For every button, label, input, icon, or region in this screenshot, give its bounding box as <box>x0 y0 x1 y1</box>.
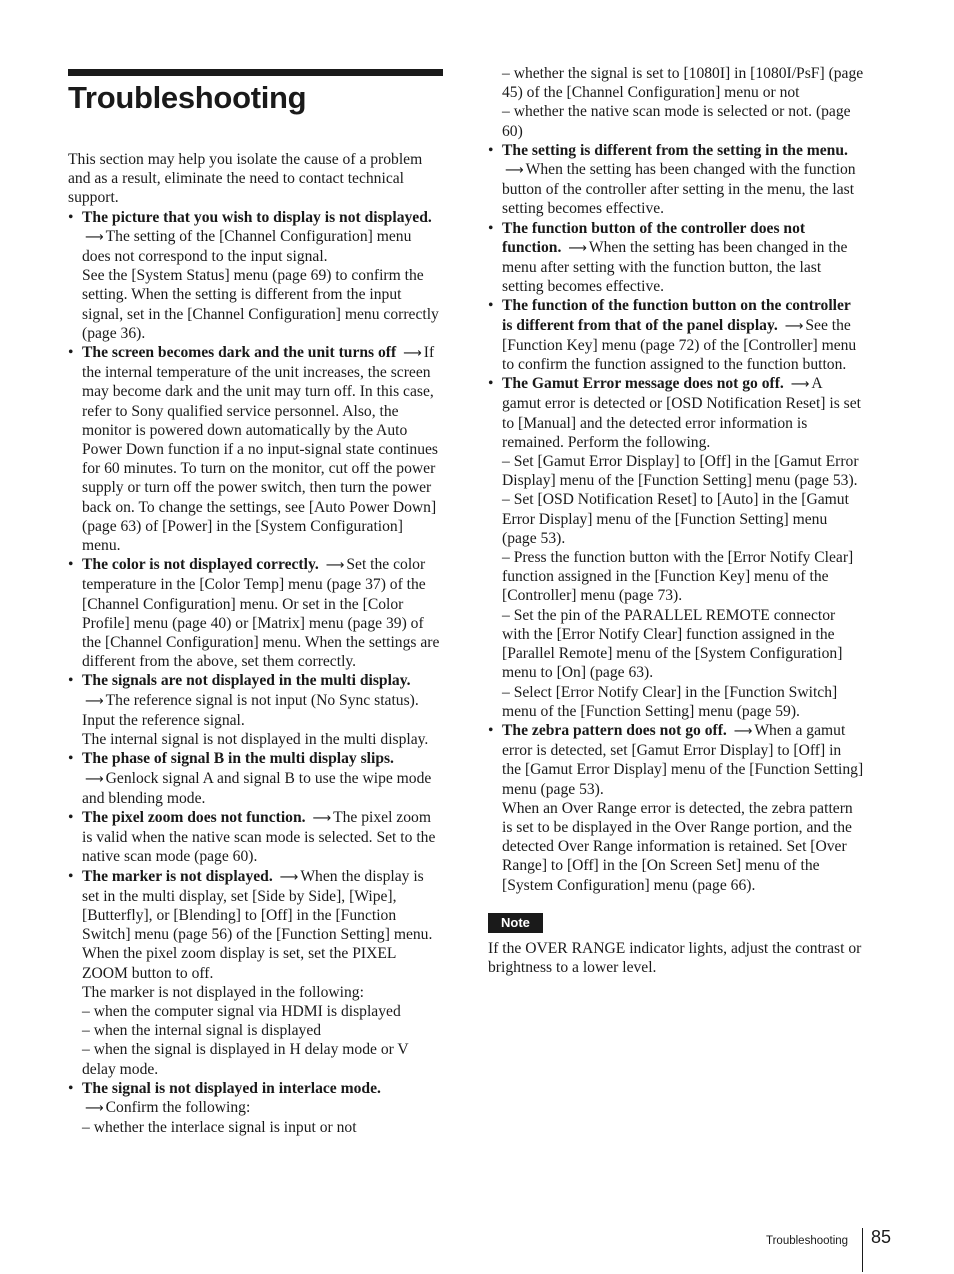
continued-line: – whether the signal is set to [1080I] in [1080I/PsF] (page 45) of the [Channel Configuration] menu or not <box>502 65 864 102</box>
item-detail-line: When an Over Range error is detected, the zebra pattern is set to be displayed in the Over Range portion, and the detected Over Range information is retained. Set [Over Range] to [Off] in the [On Screen Set] menu of the [System Configuration] menu (page 66). <box>502 799 853 894</box>
continued-line: – whether the native scan mode is selected or not. (page 60) <box>502 103 851 140</box>
item-heading: The zebra pattern does not go off. <box>502 721 727 739</box>
right-arrow-icon: ⟶ <box>733 723 753 739</box>
list-item <box>488 141 864 219</box>
item-body: When the display is set in the multi display, set [Side by Side], [Wipe], [Butterfly], or [Blending] to [Off] in the [Function Switch] menu (page 56) of the [Function Setting] menu. When the pixel zoom display is set, set the PIXEL ZOOM button to off. <box>82 867 433 982</box>
list-item <box>488 296 864 374</box>
left-column <box>68 150 443 1137</box>
right-arrow-icon: ⟶ <box>312 810 332 826</box>
item-detail-line: – when the signal is displayed in H delay mode or V delay mode. <box>82 1041 409 1078</box>
item-body: When the setting has been changed with the function button of the controller after setting in the menu, the last setting becomes effective. <box>502 161 856 218</box>
item-body: The setting of the [Channel Configuration] menu does not correspond to the input signal. <box>82 227 412 266</box>
item-body: See the [Function Key] menu (page 72) of the [Controller] menu to confirm the function assigned to the function button. <box>502 316 857 374</box>
item-body: A gamut error is detected or [OSD Notification Reset] is set to [Manual] and the detected error information is remained. Perform the following. <box>502 375 861 451</box>
list-item <box>68 1079 443 1138</box>
list-item <box>68 808 443 867</box>
item-body: When the setting has been changed in the menu after setting with the function button, the last setting becomes effective. <box>502 238 848 296</box>
list-item <box>488 721 864 895</box>
item-heading: The setting is different from the setting in the menu. <box>502 141 848 159</box>
item-body: Set the color temperature in the [Color Temp] menu (page 37) of the [Channel Configuration] menu. Or set in the [Color Profile] menu (page 40) or [Matrix] menu (page 39) of the [Channel Configuration] menu. When the settings are different from the above, set them correctly. <box>82 556 440 671</box>
footer-divider <box>862 1228 863 1272</box>
item-heading: The screen becomes dark and the unit turns off <box>82 344 397 362</box>
item-heading: The marker is not displayed. <box>82 867 273 885</box>
item-detail-line: – Set the pin of the PARALLEL REMOTE connector with the [Error Notify Clear] function assigned in the [Parallel Remote] menu of the [System Configuration] menu to [On] (page 63). <box>502 606 843 682</box>
item-detail-line: – Press the function button with the [Error Notify Clear] function assigned in the [Function Key] menu of the [Controller] menu (page 73). <box>502 549 854 605</box>
list-item <box>68 208 443 343</box>
item-heading: The function of the function button on the controller is different from that of the panel display. <box>502 297 851 334</box>
list-item <box>68 671 443 749</box>
item-detail-line: See the [System Status] menu (page 69) to confirm the setting. When the setting is different from the input signal, set in the [Channel Configuration] menu correctly (page 36). <box>82 267 439 342</box>
right-arrow-icon: ⟶ <box>85 229 104 245</box>
list-item <box>488 219 864 297</box>
item-detail-line: – Set [OSD Notification Reset] to [Auto] in the [Gamut Error Display] menu of the [Function Setting] menu (page 53). <box>502 491 849 547</box>
right-arrow-icon: ⟶ <box>784 318 804 334</box>
item-body: Confirm the following: <box>105 1098 251 1116</box>
right-arrow-icon: ⟶ <box>279 869 299 885</box>
right-arrow-icon: ⟶ <box>325 558 345 574</box>
item-detail-line: The internal signal is not displayed in the multi display. <box>82 731 429 749</box>
list-item <box>68 555 443 671</box>
intro-paragraph: This section may help you isolate the cause of a problem and as a result, eliminate the need to contact technical support. <box>68 151 423 207</box>
item-detail-line: – Set [Gamut Error Display] to [Off] in the [Gamut Error Display] menu of the [Function Setting] menu (page 53). <box>502 453 859 490</box>
right-arrow-icon: ⟶ <box>505 163 524 179</box>
troubleshooting-list-right <box>488 64 864 895</box>
item-body: The pixel zoom is valid when the native scan mode is selected. Set to the native scan mode (page 60). <box>82 808 436 866</box>
item-body: If the internal temperature of the unit increases, the screen may become dark and the unit may turn off. In this case, refer to Sony qualified service personnel. Also, the monitor is powered down automatically by the Auto Power Down function if a no input-signal state continues for 60 minutes. To turn on the monitor, cut off the power supply or turn off the power switch, then turn the power back on. To change the settings, see [Auto Power Down] (page 63) of [Power] in the [System Configuration] menu. <box>82 344 438 555</box>
right-arrow-icon: ⟶ <box>568 240 587 256</box>
item-heading: The picture that you wish to display is not displayed. <box>82 208 432 226</box>
item-body: Genlock signal A and signal B to use the wipe mode and blending mode. <box>82 769 432 807</box>
item-heading: The signals are not displayed in the multi display. <box>82 672 411 690</box>
item-heading: The phase of signal B in the multi display slips. <box>82 750 394 768</box>
list-item-continued <box>488 64 864 141</box>
item-detail-line: – Select [Error Notify Clear] in the [Function Switch] menu of the [Function Setting] menu (page 59). <box>502 683 838 720</box>
list-item <box>68 343 443 555</box>
page-number: 85 <box>871 1227 892 1247</box>
page-title: Troubleshooting <box>68 80 307 115</box>
troubleshooting-list-left <box>68 208 443 1138</box>
note-block <box>488 895 864 977</box>
title-rule <box>68 69 443 76</box>
item-heading: The Gamut Error message does not go off. <box>502 375 784 393</box>
list-item <box>68 867 443 1079</box>
item-detail-line: The marker is not displayed in the following: <box>82 983 364 1001</box>
item-body: When a gamut error is detected, set [Gamut Error Display] to [Off] in the [Gamut Error Display] menu of the [Function Setting] menu (page 53). <box>502 721 864 798</box>
right-arrow-icon: ⟶ <box>85 693 104 709</box>
item-heading: The signal is not displayed in interlace mode. <box>82 1079 381 1097</box>
note-badge: Note <box>488 913 543 933</box>
right-arrow-icon: ⟶ <box>403 346 422 362</box>
list-item <box>68 749 443 808</box>
right-column <box>488 64 864 977</box>
item-detail-line: – when the internal signal is displayed <box>82 1022 322 1040</box>
item-heading: The pixel zoom does not function. <box>82 808 306 826</box>
footer-section-label: Troubleshooting <box>766 1235 849 1247</box>
right-arrow-icon: ⟶ <box>85 1100 104 1116</box>
item-body: The reference signal is not input (No Sync status). Input the reference signal. <box>82 691 419 729</box>
item-detail-line: – whether the interlace signal is input or not <box>82 1119 357 1137</box>
note-text: If the OVER RANGE indicator lights, adjust the contrast or brightness to a lower level. <box>488 939 862 976</box>
item-detail-line: – when the computer signal via HDMI is displayed <box>82 1002 401 1020</box>
right-arrow-icon: ⟶ <box>790 377 810 393</box>
item-heading: The color is not displayed correctly. <box>82 556 319 574</box>
item-heading: The function button of the controller does not function. <box>502 219 806 256</box>
list-item <box>488 374 864 721</box>
right-arrow-icon: ⟶ <box>85 771 104 787</box>
